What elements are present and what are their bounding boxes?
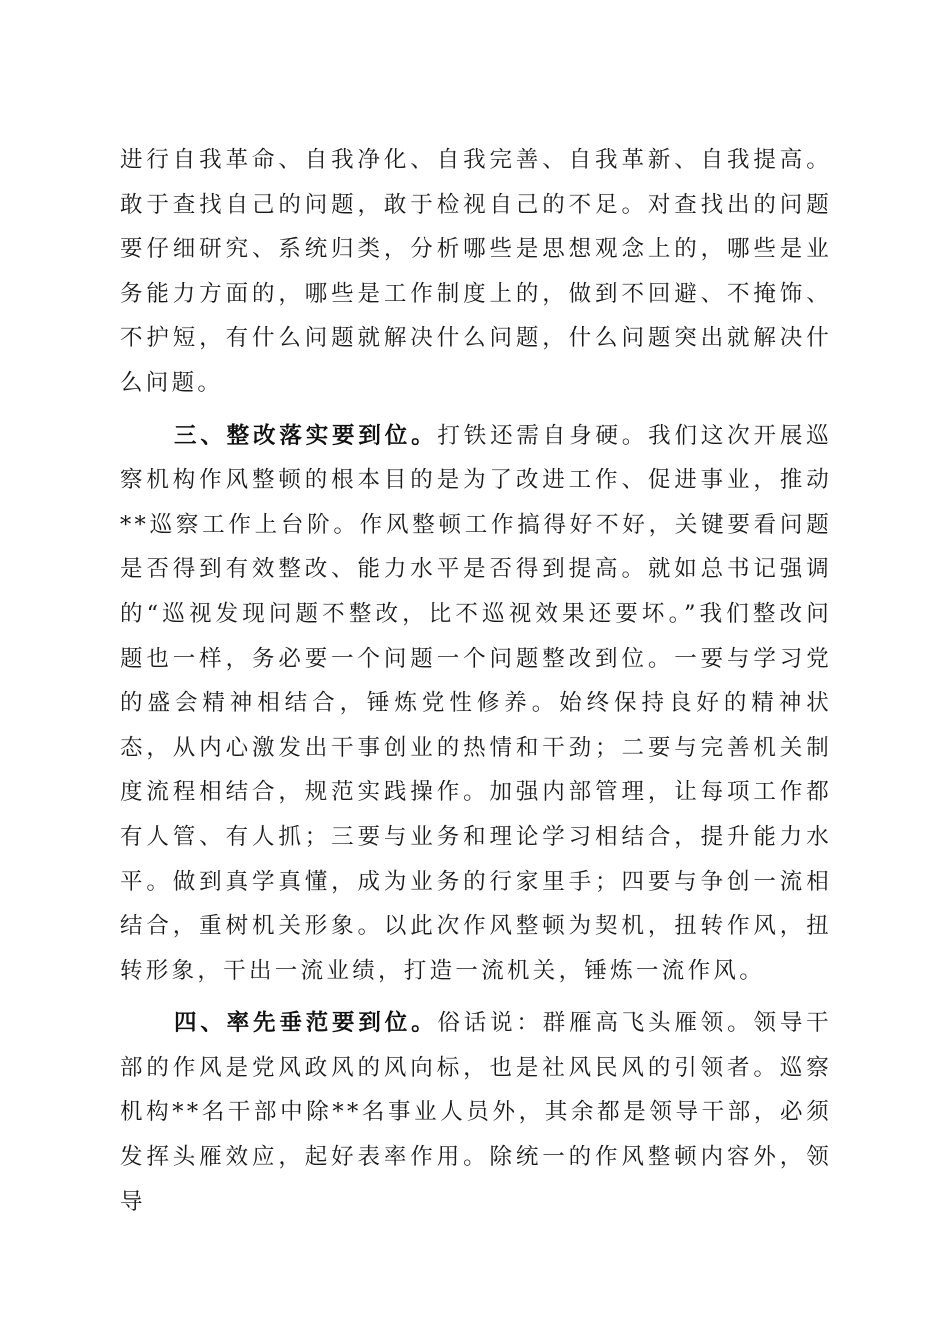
section-four-paragraph: [120, 1001, 832, 1224]
section-three-paragraph: [120, 414, 832, 994]
section-four-heading: 四、率先垂范要到位。: [174, 1010, 438, 1037]
section-three-heading: 三、整改落实要到位。: [174, 422, 438, 449]
document-body: [120, 138, 832, 1224]
section-three-text: 打铁还需自身硬。我们这次开展巡察机构作风整顿的根本目的是为了改进工作、促进事业，推动**巡察工作上台阶。作风整顿工作搞得好不好，关键要看问题是否得到有效整改、能力水平是否得到提高。就如总书记强调的“巡视发现问题不整改，比不巡视效果还要坏。”我们整改问题也一样，务必要一个问题一个问题整改到位。一要与学习党的盛会精神相结合，锤炼党性修养。始终保持良好的精神状态，从内心激发出干事创业的热情和干劲；二要与完善机关制度流程相结合，规范实践操作。加强内部管理，让每项工作都有人管、有人抓；三要与业务和理论学习相结合，提升能力水平。做到真学真懂，成为业务的行家里手；四要与争创一流相结合，重树机关形象。以此次作风整顿为契机，扭转作风，扭转形象，干出一流业绩，打造一流机关，锤炼一流作风。: [120, 422, 832, 984]
paragraph-continuation: [120, 138, 832, 406]
section-four-text: 俗话说：群雁高飞头雁领。领导干部的作风是党风政风的风向标，也是社风民风的引领者。巡察机构**名干部中除**名事业人员外，其余都是领导干部，必须发挥头雁效应，起好表率作用。除统一的作风整顿内容外，领导: [120, 1010, 832, 1215]
paragraph-text: 进行自我革命、自我净化、自我完善、自我革新、自我提高。敢于查找自己的问题，敢于检视自己的不足。对查找出的问题要仔细研究、系统归类，分析哪些是思想观念上的，哪些是业务能力方面的，哪些是工作制度上的，做到不回避、不掩饰、不护短，有什么问题就解决什么问题，什么问题突出就解决什么问题。: [120, 147, 832, 396]
